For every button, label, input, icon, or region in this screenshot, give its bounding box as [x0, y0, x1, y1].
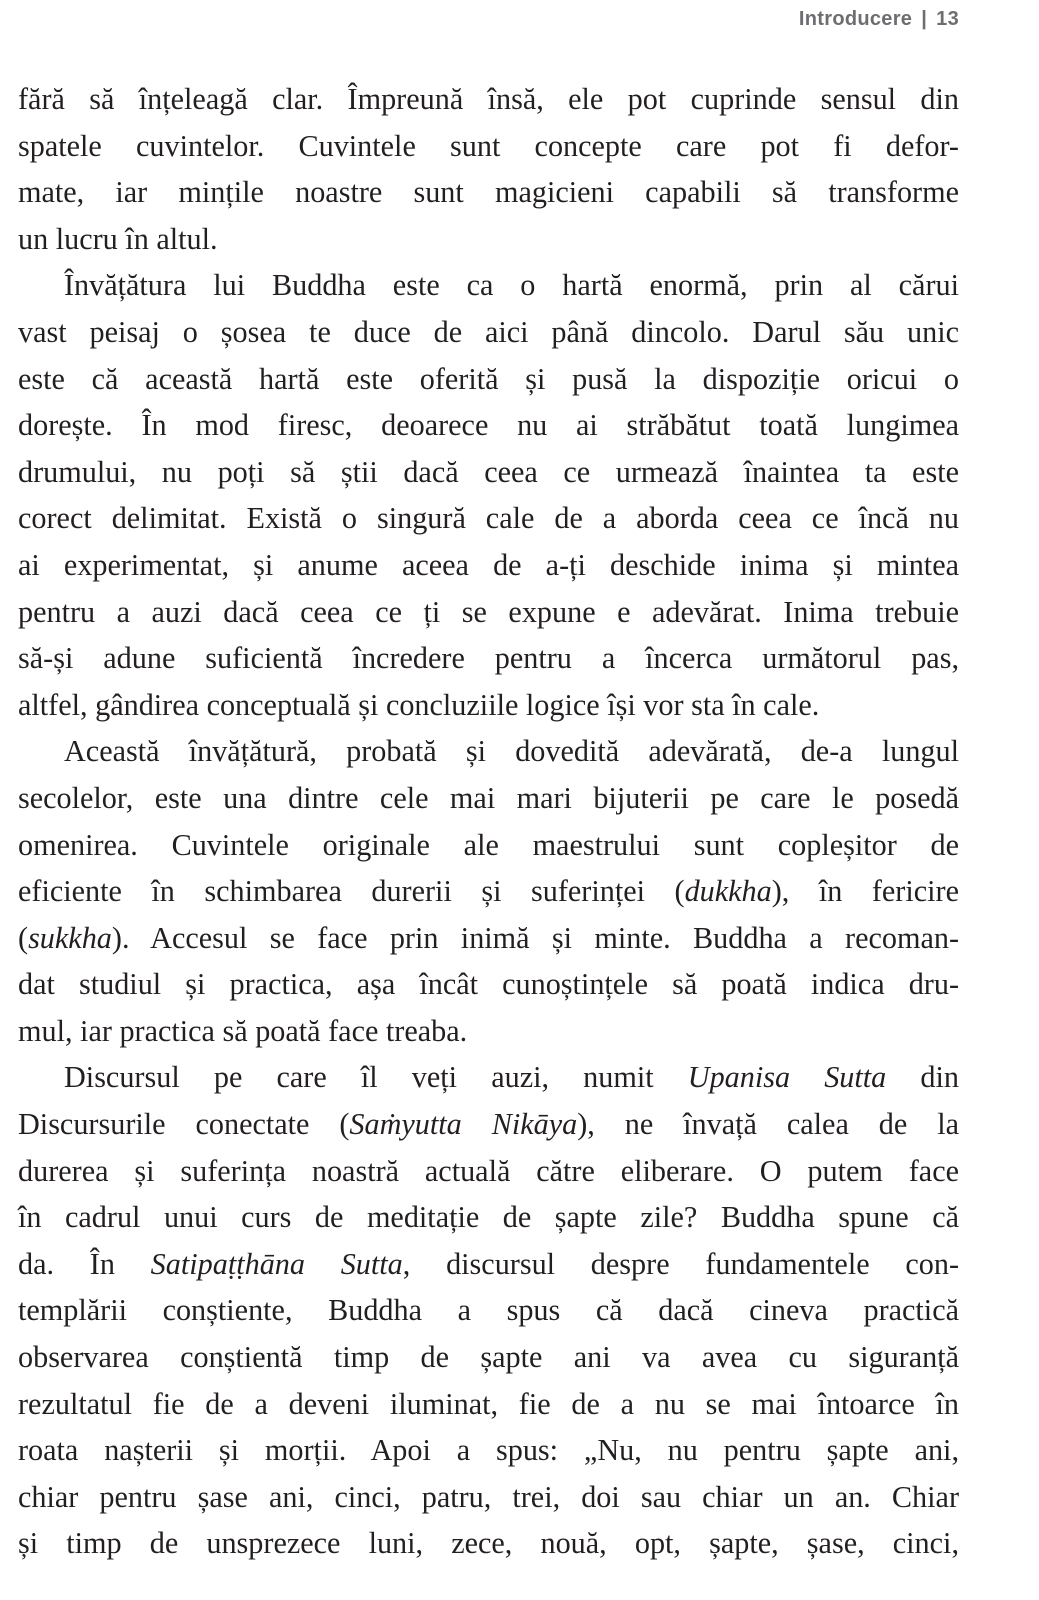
pali-term: sukkha	[28, 920, 112, 955]
text-line: altfel, gândirea conceptuală și concluziile logice își vor sta în cale.	[18, 687, 820, 722]
text-line: templării conștiente, Buddha a spus că dacă cineva practică	[18, 1293, 959, 1328]
paragraph	[18, 728, 959, 775]
text-line: în cadrul unui curs de meditație de șapte zile? Buddha spune că	[18, 1200, 959, 1235]
paragraph	[18, 868, 959, 915]
text-line: să-și adune suficientă încredere pentru a încerca următorul pas,	[18, 641, 959, 676]
paragraph	[18, 1474, 959, 1521]
paragraph	[18, 1287, 959, 1334]
section-title: Introducere	[798, 8, 913, 30]
text-fragment: ), ne învață calea de la	[577, 1107, 959, 1142]
text-line: secolelor, este una dintre cele mai mari bijuterii pe care le posedă	[18, 780, 959, 815]
paragraph	[18, 1008, 959, 1055]
text-fragment: Discursurile conectate (	[18, 1107, 350, 1142]
paragraph	[18, 1148, 959, 1195]
sutta-title: Upanisa Sutta	[687, 1060, 887, 1095]
text-line: un lucru în altul.	[18, 221, 218, 256]
paragraph	[18, 1194, 959, 1241]
text-line: este că această hartă este oferită și pusă la dispoziție oricui o	[18, 361, 959, 396]
paragraph	[18, 356, 959, 403]
paragraph	[18, 1101, 959, 1148]
paragraph	[18, 1520, 959, 1567]
text-fragment: (	[18, 920, 29, 955]
paragraph	[18, 123, 959, 170]
text-line: dorește. În mod firesc, deoarece nu ai străbătut toată lungimea	[18, 408, 959, 443]
paragraph	[18, 682, 959, 729]
text-line: mate, iar mințile noastre sunt magicieni capabili să transforme	[18, 175, 959, 210]
paragraph	[18, 1334, 959, 1381]
paragraph	[18, 635, 959, 682]
text-line: mul, iar practica să poată face treaba.	[18, 1013, 468, 1048]
paragraph	[18, 542, 959, 589]
text-line: roata nașterii și morții. Apoi a spus: „Nu, nu pentru șapte ani,	[18, 1433, 959, 1468]
paragraph	[18, 775, 959, 822]
text-fragment: ), în fericire	[771, 874, 959, 909]
paragraph	[18, 216, 959, 263]
text-line: Învățătura lui Buddha este ca o hartă enormă, prin al cărui	[64, 268, 959, 303]
text-line: pentru a auzi dacă ceea ce ți se expune e adevărat. Inima trebuie	[18, 594, 959, 629]
text-line: ai experimentat, și anume aceea de a-ți deschide inima și mintea	[18, 547, 959, 582]
text-line: fără să înțeleagă clar. Împreună însă, ele pot cuprinde sensul din	[18, 82, 959, 116]
text-fragment: ). Accesul se face prin inimă și minte. Buddha a recoman-	[111, 920, 959, 955]
text-line: spatele cuvintelor. Cuvintele sunt concepte care pot fi defor-	[18, 128, 959, 163]
page-number: 13	[936, 8, 959, 30]
paragraph	[18, 822, 959, 869]
text-line: observarea conștientă timp de șapte ani va avea cu siguranță	[18, 1340, 959, 1375]
text-line: vast peisaj o șosea te duce de aici până dincolo. Darul său unic	[18, 314, 959, 349]
paragraph	[18, 76, 959, 123]
text-fragment: eficiente în schimbarea durerii și suferinței (	[18, 874, 685, 909]
text-fragment: din	[886, 1060, 959, 1095]
text-fragment: da. În	[18, 1246, 151, 1281]
running-header	[799, 8, 959, 31]
paragraph	[18, 961, 959, 1008]
collection-title: Saṁyutta Nikāya	[349, 1107, 578, 1142]
sutta-title: Satipaṭṭhāna Sutta	[150, 1246, 403, 1281]
paragraph	[18, 402, 959, 449]
paragraph	[18, 1241, 959, 1288]
text-line: chiar pentru șase ani, cinci, patru, trei, doi sau chiar un an. Chiar	[18, 1479, 959, 1514]
paragraph	[18, 1054, 959, 1101]
text-line: omenirea. Cuvintele originale ale maestrului sunt copleșitor de	[18, 827, 959, 862]
paragraph	[18, 309, 959, 356]
text-line: drumului, nu poți să știi dacă ceea ce urmează înaintea ta este	[18, 454, 959, 489]
text-line: durerea și suferința noastră actuală către eliberare. O putem face	[18, 1153, 959, 1188]
paragraph	[18, 169, 959, 216]
paragraph	[18, 589, 959, 636]
paragraph	[18, 262, 959, 309]
paragraph	[18, 1427, 959, 1474]
paragraph	[18, 449, 959, 496]
paragraph	[18, 1381, 959, 1428]
text-line: corect delimitat. Există o singură cale de a aborda ceea ce încă nu	[18, 501, 959, 536]
paragraph	[18, 495, 959, 542]
text-fragment: Discursul pe care îl veți auzi, numit	[64, 1060, 688, 1095]
paragraph	[18, 915, 959, 962]
text-line: Această învățătură, probată și dovedită adevărată, de-a lungul	[64, 734, 959, 769]
text-line: dat studiul și practica, așa încât cunoștințele să poată indica dru-	[18, 967, 959, 1002]
text-line: și timp de unsprezece luni, zece, nouă, opt, șapte, șase, cinci,	[18, 1526, 959, 1561]
pali-term: dukkha	[684, 874, 772, 909]
text-fragment: , discursul despre fundamentele con-	[402, 1246, 959, 1281]
header-separator: |	[921, 8, 928, 30]
body-text	[18, 76, 959, 1567]
text-line: rezultatul fie de a deveni iluminat, fie de a nu se mai întoarce în	[18, 1386, 959, 1421]
